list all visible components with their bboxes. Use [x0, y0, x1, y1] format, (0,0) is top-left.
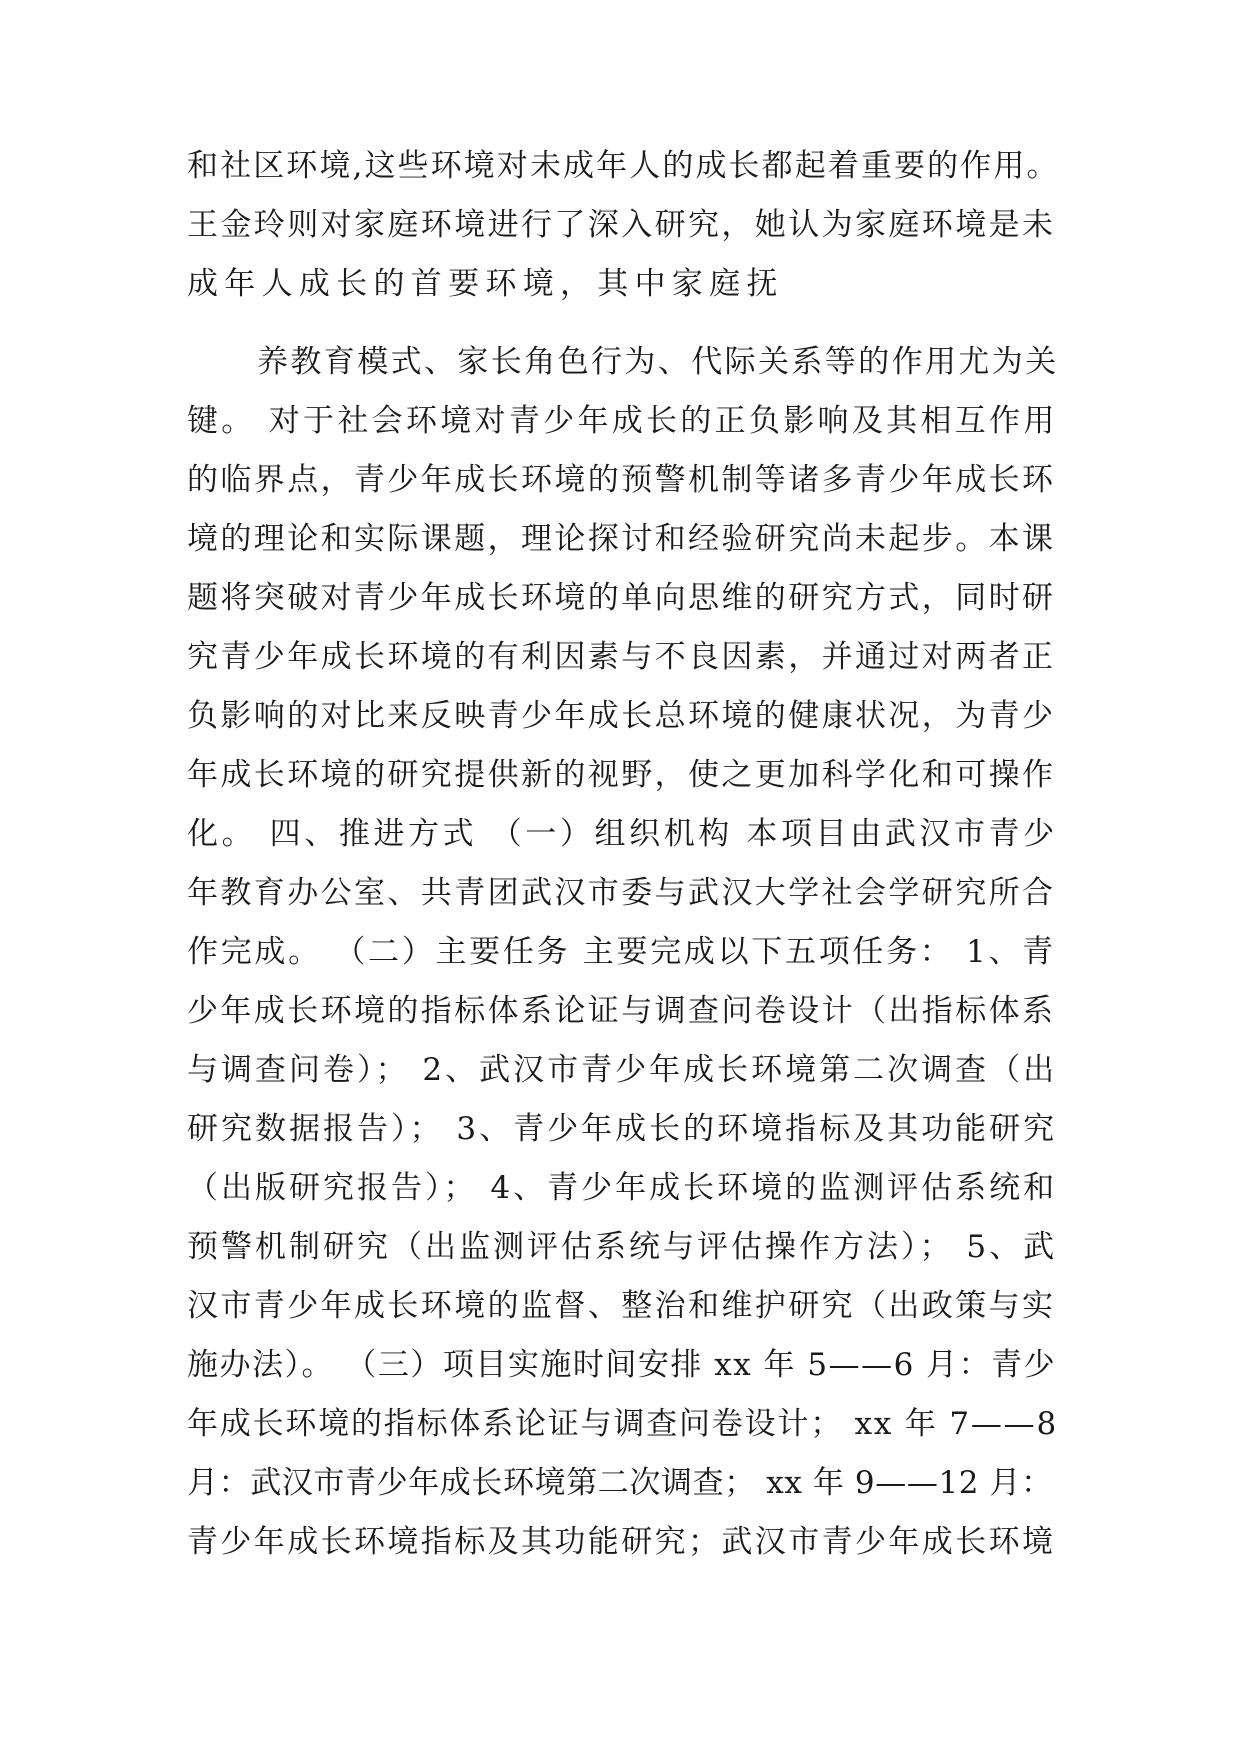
text-line-2: 王金玲则对家庭环境进行了深入研究，她认为家庭环境是未	[187, 207, 1056, 243]
text-line-12: 化。 四、推进方式 （一）组织机构 本项目由武汉市青少	[187, 816, 1058, 852]
text-line-13: 年教育办公室、共青团武汉市委与武汉大学社会学研究所合	[187, 875, 1056, 911]
text-line-22: 年成长环境的指标体系论证与调查问卷设计； xx 年 7——8	[187, 1406, 1058, 1442]
text-line-7: 境的理论和实际课题，理论探讨和经验研究尚未起步。本课	[187, 521, 1056, 557]
text-line-14: 作完成。 （二）主要任务 主要完成以下五项任务： 1、青	[187, 934, 1056, 970]
text-line-15: 少年成长环境的指标体系论证与调查问卷设计（出指标体系	[187, 993, 1056, 1029]
text-line-1: 和社区环境,这些环境对未成年人的成长都起着重要的作用。	[187, 148, 1060, 184]
text-line-10: 负影响的对比来反映青少年成长总环境的健康状况，为青少	[187, 698, 1056, 734]
text-line-16: 与调查问卷）； 2、武汉市青少年成长环境第二次调查（出	[187, 1052, 1058, 1088]
text-line-5: 键。 对于社会环境对青少年成长的正负影响及其相互作用	[187, 403, 1058, 439]
text-line-18: （出版研究报告）； 4、青少年成长环境的监测评估系统和	[187, 1170, 1058, 1206]
text-line-24: 青少年成长环境指标及其功能研究；武汉市青少年成长环境	[187, 1524, 1056, 1560]
text-line-11: 年成长环境的研究提供新的视野，使之更加科学化和可操作	[187, 757, 1056, 793]
text-line-20: 汉市青少年成长环境的监督、整治和维护研究（出政策与实	[187, 1288, 1056, 1324]
text-line-4: 养教育模式、家长角色行为、代际关系等的作用尤为关	[257, 344, 1059, 380]
text-line-23: 月：武汉市青少年成长环境第二次调查； xx 年 9——12 月：	[187, 1465, 1053, 1501]
text-line-17: 研究数据报告）； 3、青少年成长的环境指标及其功能研究	[187, 1111, 1058, 1147]
text-line-19: 预警机制研究（出监测评估系统与评估操作方法）； 5、武	[187, 1229, 1058, 1265]
text-line-8: 题将突破对青少年成长环境的单向思维的研究方式，同时研	[187, 580, 1056, 616]
text-line-6: 的临界点，青少年成长环境的预警机制等诸多青少年成长环	[187, 462, 1056, 498]
text-line-9: 究青少年成长环境的有利因素与不良因素，并通过对两者正	[187, 639, 1056, 675]
text-line-3: 成年人成长的首要环境，其中家庭抚	[187, 266, 784, 302]
text-line-21: 施办法）。 （三）项目实施时间安排 xx 年 5——6 月：青少	[187, 1347, 1057, 1383]
